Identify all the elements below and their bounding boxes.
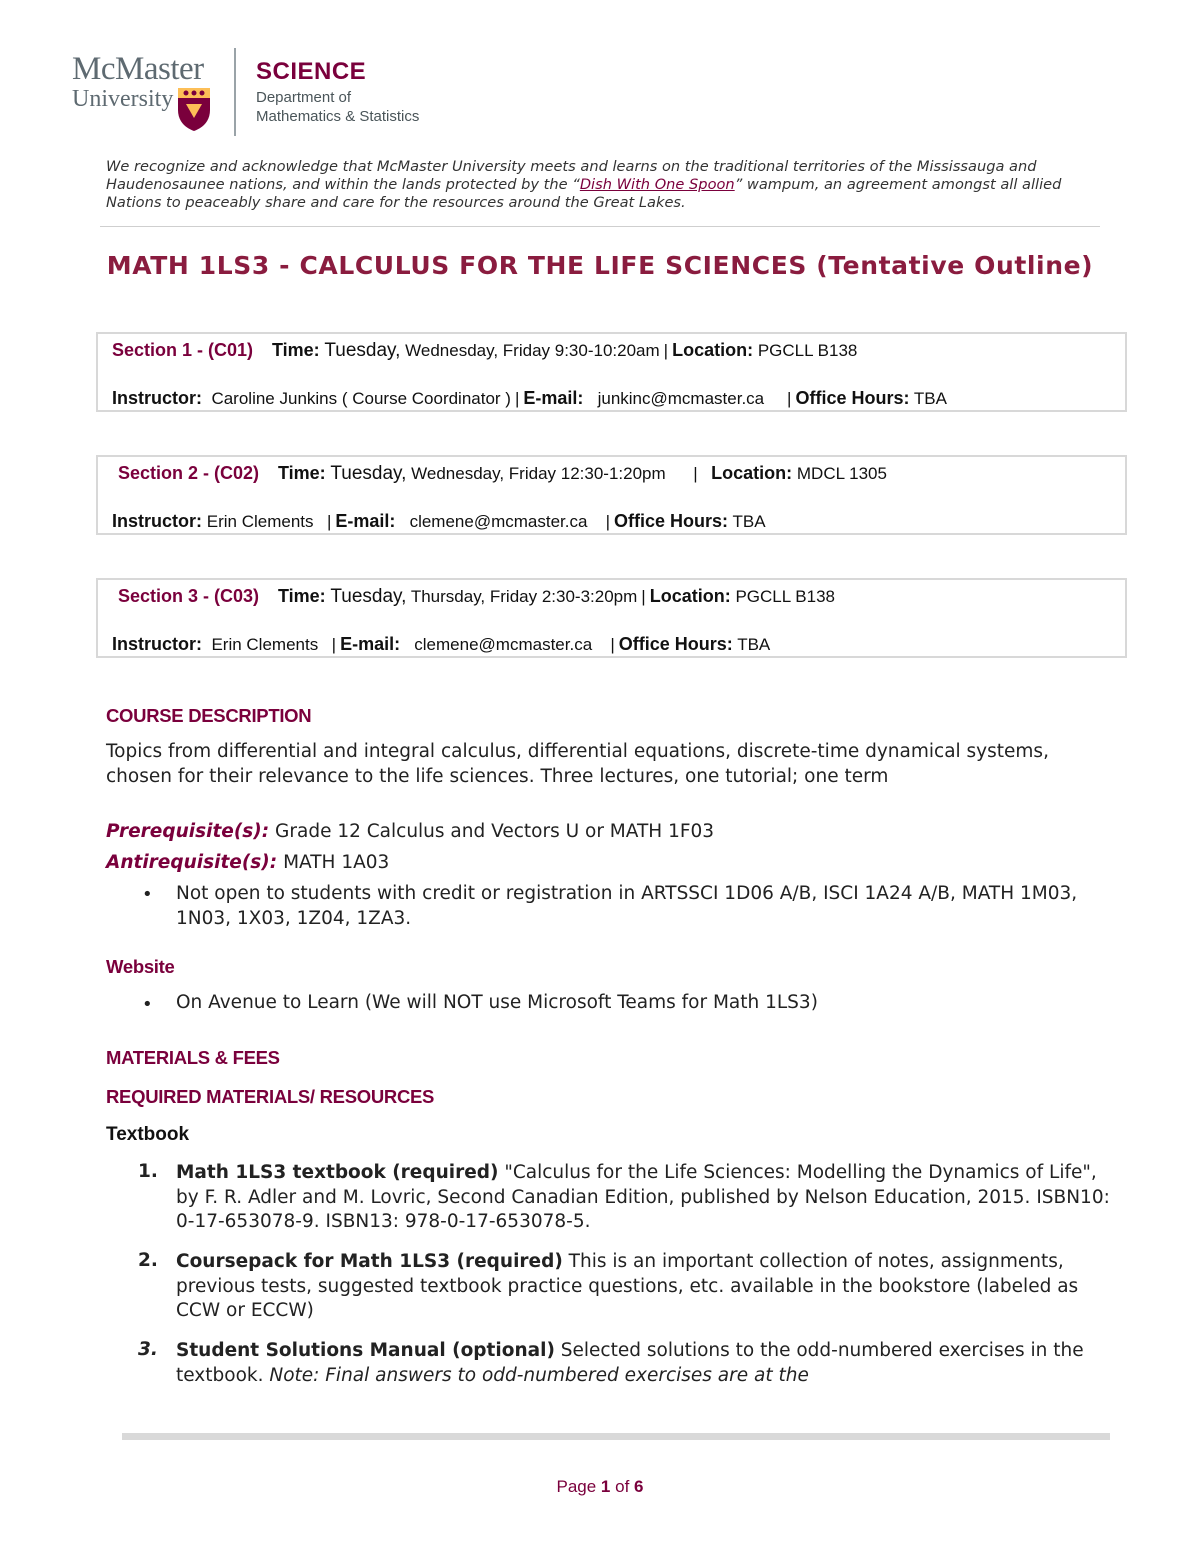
office-hours-value: TBA bbox=[913, 389, 947, 408]
land-acknowledgement bbox=[106, 158, 1106, 212]
item-title: Student Solutions Manual (optional) bbox=[176, 1340, 555, 1361]
list-item bbox=[176, 1161, 1116, 1235]
website-heading: Website bbox=[106, 956, 175, 977]
time-day1: Tuesday, bbox=[330, 463, 407, 484]
of-word: of bbox=[615, 1477, 630, 1496]
page-number bbox=[0, 1477, 1200, 1497]
time-days: Wednesday, Friday 12:30-1:20pm bbox=[411, 464, 666, 483]
note-label: Note: bbox=[269, 1364, 320, 1386]
ack-text-2: ” wampum, an agreement amongst all allied Nations to peaceably share and care for the resources around the Great Lakes. bbox=[106, 176, 1062, 211]
section-instructor-row: Instructor: Caroline Junkins ( Course Coordinator ) | E-mail: junkinc@mcmaster.ca | Office Hours: TBA bbox=[112, 388, 947, 408]
time-day1: Tuesday, bbox=[330, 586, 407, 607]
antirequisite-note: Not open to students with credit or registration in ARTSSCI 1D06 A/B, ISCI 1A24 A/B, MATH 1M03, 1N03, 1X03, 1Z04, 1ZA3. bbox=[176, 883, 1078, 929]
prerequisite-value: Grade 12 Calculus and Vectors U or MATH 1F03 bbox=[275, 821, 715, 842]
instructor-label: Instructor: bbox=[112, 634, 202, 654]
email-label: E-mail: bbox=[340, 634, 401, 654]
department-line2: Mathematics & Statistics bbox=[256, 108, 420, 125]
list-number: 3. bbox=[138, 1339, 158, 1360]
bullet-icon: • bbox=[142, 994, 153, 1015]
required-materials-heading: REQUIRED MATERIALS/ RESOURCES bbox=[106, 1086, 435, 1107]
section-time-row: Section 2 - (C02) Time: Tuesday, Wednesday, Friday 12:30-1:20pm | Location: MDCL 1305 bbox=[118, 463, 887, 484]
list-number: 1. bbox=[138, 1161, 158, 1182]
office-hours-label: Office Hours: bbox=[614, 511, 729, 531]
email-value[interactable]: clemene@mcmaster.ca bbox=[414, 635, 593, 654]
antirequisite-label: Antirequisite(s): bbox=[106, 852, 278, 873]
instructor-name: Erin Clements bbox=[211, 635, 319, 654]
faculty-name: SCIENCE bbox=[256, 58, 367, 85]
section-box-c02 bbox=[96, 455, 1127, 535]
instructor-label: Instructor: bbox=[112, 388, 202, 408]
item-text: Selected solutions to the odd-numbered exercises in the textbook. bbox=[176, 1340, 1084, 1386]
location-label: Location: bbox=[711, 463, 793, 483]
email-label: E-mail: bbox=[523, 388, 584, 408]
time-days: Thursday, Friday 2:30-3:20pm bbox=[410, 587, 638, 606]
list-item bbox=[176, 1250, 1116, 1324]
section-box-c03 bbox=[96, 578, 1127, 658]
item-title: Math 1LS3 textbook (required) bbox=[176, 1162, 499, 1183]
list-item bbox=[176, 1339, 1116, 1388]
office-hours-value: TBA bbox=[732, 512, 766, 531]
instructor-name: Erin Clements bbox=[206, 512, 314, 531]
office-hours-label: Office Hours: bbox=[795, 388, 910, 408]
textbook-heading: Textbook bbox=[106, 1124, 190, 1145]
bullet-icon: • bbox=[142, 884, 153, 905]
materials-heading: MATERIALS & FEES bbox=[106, 1047, 280, 1068]
item-title: Coursepack for Math 1LS3 (required) bbox=[176, 1251, 563, 1272]
location-label: Location: bbox=[672, 340, 754, 360]
office-hours-label: Office Hours: bbox=[618, 634, 733, 654]
time-days: Wednesday, Friday 9:30-10:20am bbox=[405, 341, 660, 360]
time-day1: Tuesday, bbox=[324, 340, 401, 361]
prerequisite-line bbox=[106, 820, 1106, 845]
footer-rule bbox=[122, 1433, 1110, 1440]
section-box-c01 bbox=[96, 332, 1127, 412]
section-time-row: Section 3 - (C03) Time: Tuesday, Thursday, Friday 2:30-3:20pm | Location: PGCLL B138 bbox=[118, 586, 835, 607]
instructor-name: Caroline Junkins ( Course Coordinator ) bbox=[211, 389, 511, 408]
email-label: E-mail: bbox=[335, 511, 396, 531]
total-pages: 6 bbox=[634, 1477, 644, 1496]
section-name: Section 3 - (C03) bbox=[118, 586, 260, 606]
crest-icon bbox=[176, 84, 212, 132]
section-name: Section 2 - (C02) bbox=[118, 463, 260, 483]
prerequisite-label: Prerequisite(s): bbox=[106, 821, 270, 842]
email-value[interactable]: clemene@mcmaster.ca bbox=[409, 512, 588, 531]
website-item: On Avenue to Learn (We will NOT use Microsoft Teams for Math 1LS3) bbox=[176, 992, 818, 1013]
time-label: Time: bbox=[271, 340, 320, 360]
time-label: Time: bbox=[277, 463, 326, 483]
section-time-row: Section 1 - (C01) Time: Tuesday, Wednesday, Friday 9:30-10:20am | Location: PGCLL B138 bbox=[112, 340, 858, 361]
office-hours-value: TBA bbox=[737, 635, 771, 654]
course-description-text: Topics from differential and integral calculus, differential equations, discrete-time dynamical systems, chosen for their relevance to the life sciences. Three lectures, one tutorial; one term bbox=[106, 741, 1049, 787]
instructor-label: Instructor: bbox=[112, 511, 202, 531]
location-label: Location: bbox=[649, 586, 731, 606]
time-label: Time: bbox=[277, 586, 326, 606]
section-name: Section 1 - (C01) bbox=[112, 340, 254, 360]
logo-mcmaster: McMaster bbox=[72, 51, 204, 87]
course-description-heading: COURSE DESCRIPTION bbox=[106, 705, 312, 726]
section-instructor-row: Instructor: Erin Clements | E-mail: clemene@mcmaster.ca | Office Hours: TBA bbox=[112, 511, 766, 531]
email-value[interactable]: junkinc@mcmaster.ca bbox=[597, 389, 765, 408]
location-value: MDCL 1305 bbox=[796, 464, 887, 483]
note-text: Final answers to odd-numbered exercises are at the bbox=[319, 1364, 809, 1386]
list-number: 2. bbox=[138, 1250, 158, 1271]
divider bbox=[100, 226, 1100, 227]
location-value: PGCLL B138 bbox=[757, 341, 858, 360]
logo-university: University bbox=[72, 86, 174, 112]
ack-text-1: We recognize and acknowledge that McMaster University meets and learns on the traditional territories of the Mississauga and Haudenosaunee nations, and within the lands protected by the “ bbox=[106, 158, 1037, 193]
antirequisite-value: MATH 1A03 bbox=[283, 852, 390, 873]
department-name bbox=[256, 88, 419, 126]
page-title: MATH 1LS3 - CALCULUS FOR THE LIFE SCIENCES (Tentative Outline) bbox=[106, 251, 1094, 280]
dish-with-one-spoon-link[interactable]: Dish With One Spoon bbox=[579, 176, 735, 193]
department-line1: Department of bbox=[256, 89, 352, 106]
antirequisite-line bbox=[106, 851, 1106, 876]
item-text: This is an important collection of notes, assignments, previous tests, suggested textbook practice questions, etc. available in the bookstore (labeled as CCW or ECCW) bbox=[176, 1251, 1079, 1321]
current-page: 1 bbox=[600, 1477, 611, 1496]
item-text: "Calculus for the Life Sciences: Modelling the Dynamics of Life", by F. R. Adler and M. Lovric, Second Canadian Edition, published by Nelson Education, 2015. ISBN10: 0-17-653078-9. ISBN13: 978-0-17-653078-5. bbox=[176, 1162, 1110, 1232]
header-divider bbox=[234, 48, 236, 136]
page-word: Page bbox=[556, 1477, 597, 1496]
location-value: PGCLL B138 bbox=[735, 587, 835, 606]
section-instructor-row: Instructor: Erin Clements | E-mail: clemene@mcmaster.ca | Office Hours: TBA bbox=[112, 634, 771, 654]
